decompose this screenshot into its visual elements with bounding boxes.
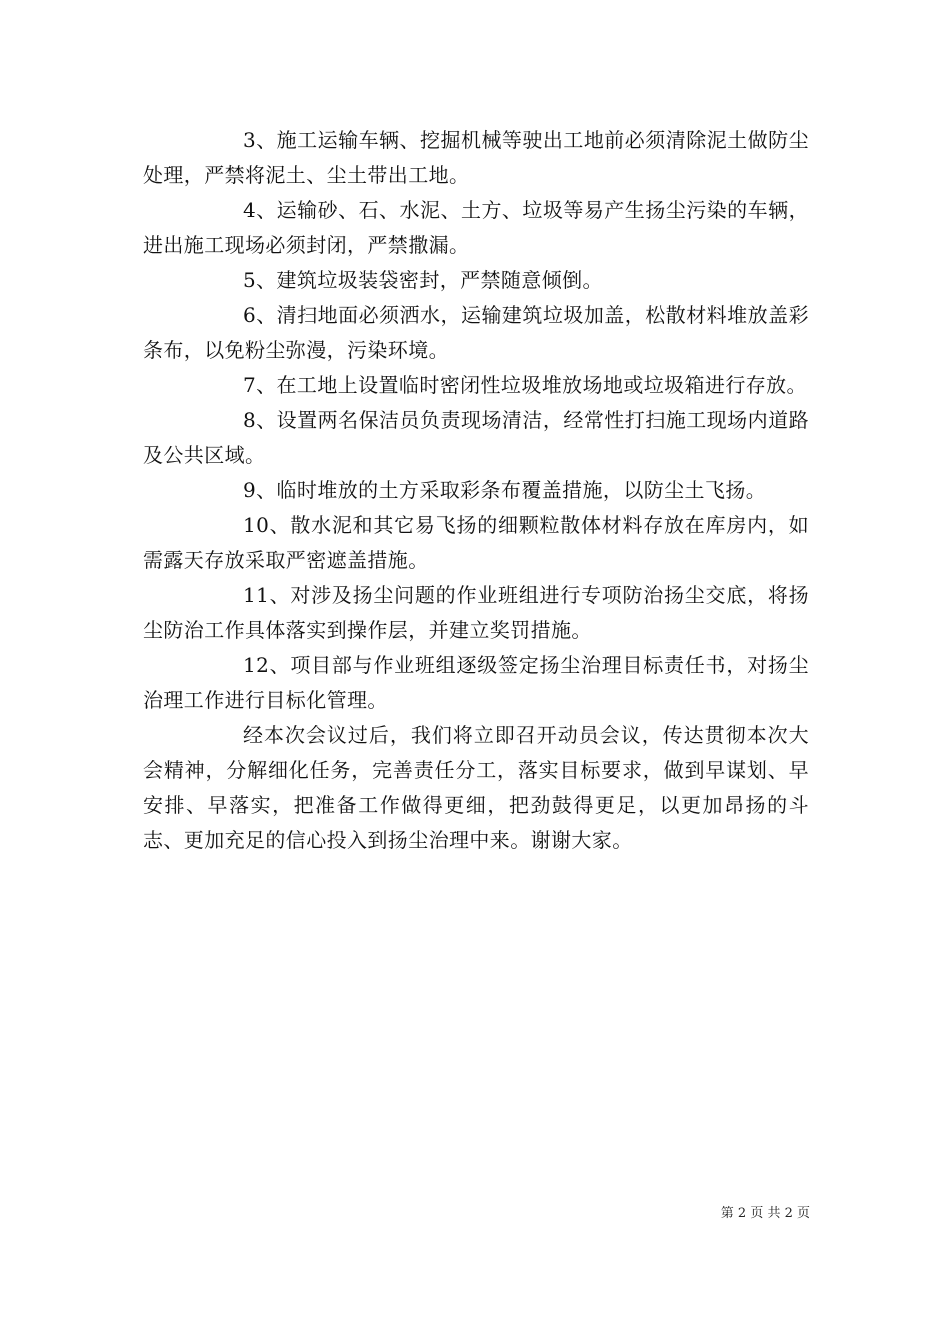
paragraph-12: 12、项目部与作业班组逐级签定扬尘治理目标责任书，对扬尘治理工作进行目标化管理。 [143, 653, 809, 712]
paragraph-10: 10、散水泥和其它易飞扬的细颗粒散体材料存放在库房内，如需露天存放采取严密遮盖措施。 [143, 513, 809, 572]
paragraph-11: 11、对涉及扬尘问题的作业班组进行专项防治扬尘交底，将扬尘防治工作具体落实到操作层，并建立奖罚措施。 [143, 583, 809, 642]
page-number-footer: 第 2 页 共 2 页 [720, 1206, 810, 1221]
paragraph-3: 3、施工运输车辆、挖掘机械等驶出工地前必须清除泥土做防尘处理，严禁将泥土、尘土带出工地。 [143, 128, 809, 187]
paragraph-5: 5、建筑垃圾装袋密封，严禁随意倾倒。 [243, 268, 603, 292]
paragraph-8: 8、设置两名保洁员负责现场清洁，经常性打扫施工现场内道路及公共区域。 [143, 408, 809, 467]
closing-paragraph: 经本次会议过后，我们将立即召开动员会议，传达贯彻本次大会精神，分解细化任务，完善责任分工，落实目标要求，做到早谋划、早安排、早落实，把准备工作做得更细，把劲鼓得更足，以更加昂扬的斗志、更加充足的信心投入到扬尘治理中来。谢谢大家。 [143, 723, 809, 852]
document-body [143, 123, 809, 858]
paragraph-4: 4、运输砂、石、水泥、土方、垃圾等易产生扬尘污染的车辆，进出施工现场必须封闭，严禁撒漏。 [143, 198, 809, 257]
paragraph-9: 9、临时堆放的土方采取彩条布覆盖措施，以防尘土飞扬。 [243, 478, 767, 502]
paragraph-7: 7、在工地上设置临时密闭性垃圾堆放场地或垃圾箱进行存放。 [243, 373, 807, 397]
paragraph-6: 6、清扫地面必须洒水，运输建筑垃圾加盖，松散材料堆放盖彩条布，以免粉尘弥漫，污染环境。 [143, 303, 809, 362]
